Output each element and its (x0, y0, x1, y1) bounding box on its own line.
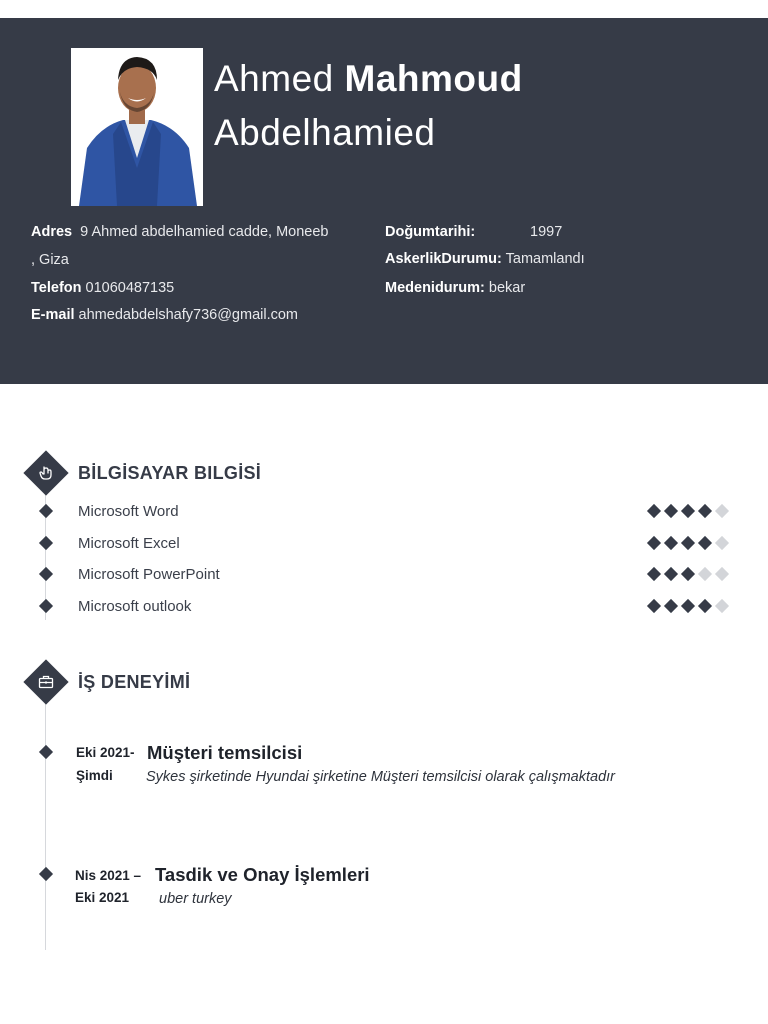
address-label: Adres (31, 224, 73, 240)
experience-bullet-1 (39, 745, 53, 759)
skill-name: Microsoft Excel (78, 535, 180, 552)
skill-bullet (39, 567, 53, 581)
profile-photo (71, 48, 203, 206)
rating-diamond-filled (664, 504, 678, 518)
email-value[interactable]: ahmedabdelshafy736@gmail.com (78, 307, 299, 323)
resume-header (0, 18, 768, 384)
skill-rating (648, 536, 728, 550)
experience-date-start-2: Nis 2021 – (75, 868, 142, 883)
experience-bullet-2 (39, 867, 53, 881)
rating-diamond-filled (681, 599, 695, 613)
briefcase-icon (23, 659, 69, 705)
military-label: AskerlikDurumu: (385, 251, 502, 267)
rating-diamond-filled (698, 536, 712, 550)
rating-diamond-filled (681, 504, 695, 518)
skill-bullet (39, 536, 53, 550)
rating-diamond-filled (698, 504, 712, 518)
experience-timeline-line (45, 700, 46, 950)
address-value: 9 Ahmed abdelhamied cadde, Moneeb (80, 224, 329, 240)
hand-pointer-icon (23, 450, 69, 496)
marital-label: Medenidurum: (385, 280, 485, 296)
middle-name: Mahmoud (344, 58, 523, 99)
rating-diamond-filled (664, 536, 678, 550)
rating-diamond-filled (664, 599, 678, 613)
address-row (31, 224, 328, 240)
rating-diamond-filled (647, 599, 661, 613)
experience-description-2: uber turkey (159, 891, 232, 907)
phone-row (31, 280, 174, 296)
skill-bullet (39, 599, 53, 613)
address-value-line2: , Giza (31, 252, 69, 268)
profile-photo-image (71, 48, 203, 206)
birth-row (385, 224, 475, 240)
rating-diamond-filled (681, 567, 695, 581)
birth-label: Doğumtarihi: (385, 224, 476, 240)
rating-diamond-empty (715, 504, 729, 518)
skill-rating (648, 599, 728, 613)
experience-title-1: Müşteri temsilcisi (147, 742, 303, 763)
rating-diamond-empty (715, 536, 729, 550)
rating-diamond-filled (647, 536, 661, 550)
phone-value: 01060487135 (85, 280, 175, 296)
email-label: E-mail (31, 307, 75, 323)
birth-value: 1997 (530, 224, 563, 240)
rating-diamond-filled (681, 536, 695, 550)
rating-diamond-empty (715, 599, 729, 613)
rating-diamond-empty (715, 567, 729, 581)
marital-value: bekar (488, 280, 526, 296)
name-line-1 (214, 58, 523, 100)
rating-diamond-filled (664, 567, 678, 581)
skill-rating (648, 504, 728, 518)
experience-date-end-2: Eki 2021 (75, 890, 130, 905)
military-row (385, 251, 585, 267)
rating-diamond-empty (698, 567, 712, 581)
last-name: Abdelhamied (214, 112, 436, 153)
rating-diamond-filled (698, 599, 712, 613)
experience-description-1: Sykes şirketinde Hyundai şirketine Müşteri temsilcisi olarak çalışmaktadır (146, 769, 615, 785)
marital-row (385, 280, 525, 296)
skill-bullet (39, 504, 53, 518)
skill-name: Microsoft Word (78, 503, 179, 520)
rating-diamond-filled (647, 567, 661, 581)
phone-label: Telefon (31, 280, 82, 296)
experience-date-start-1: Eki 2021- (76, 745, 135, 760)
experience-date-end-1: Şimdi (76, 768, 113, 783)
skill-name: Microsoft outlook (78, 598, 192, 615)
experience-title-2: Tasdik ve Onay İşlemleri (155, 864, 370, 885)
experience-section-title: İŞ DENEYİMİ (78, 672, 191, 692)
rating-diamond-filled (647, 504, 661, 518)
email-row (31, 307, 298, 323)
skills-section-title: BİLGİSAYAR BILGİSİ (78, 463, 262, 483)
skill-rating (648, 567, 728, 581)
skill-name: Microsoft PowerPoint (78, 566, 220, 583)
military-value: Tamamlandı (505, 251, 585, 267)
first-name: Ahmed (214, 58, 334, 99)
